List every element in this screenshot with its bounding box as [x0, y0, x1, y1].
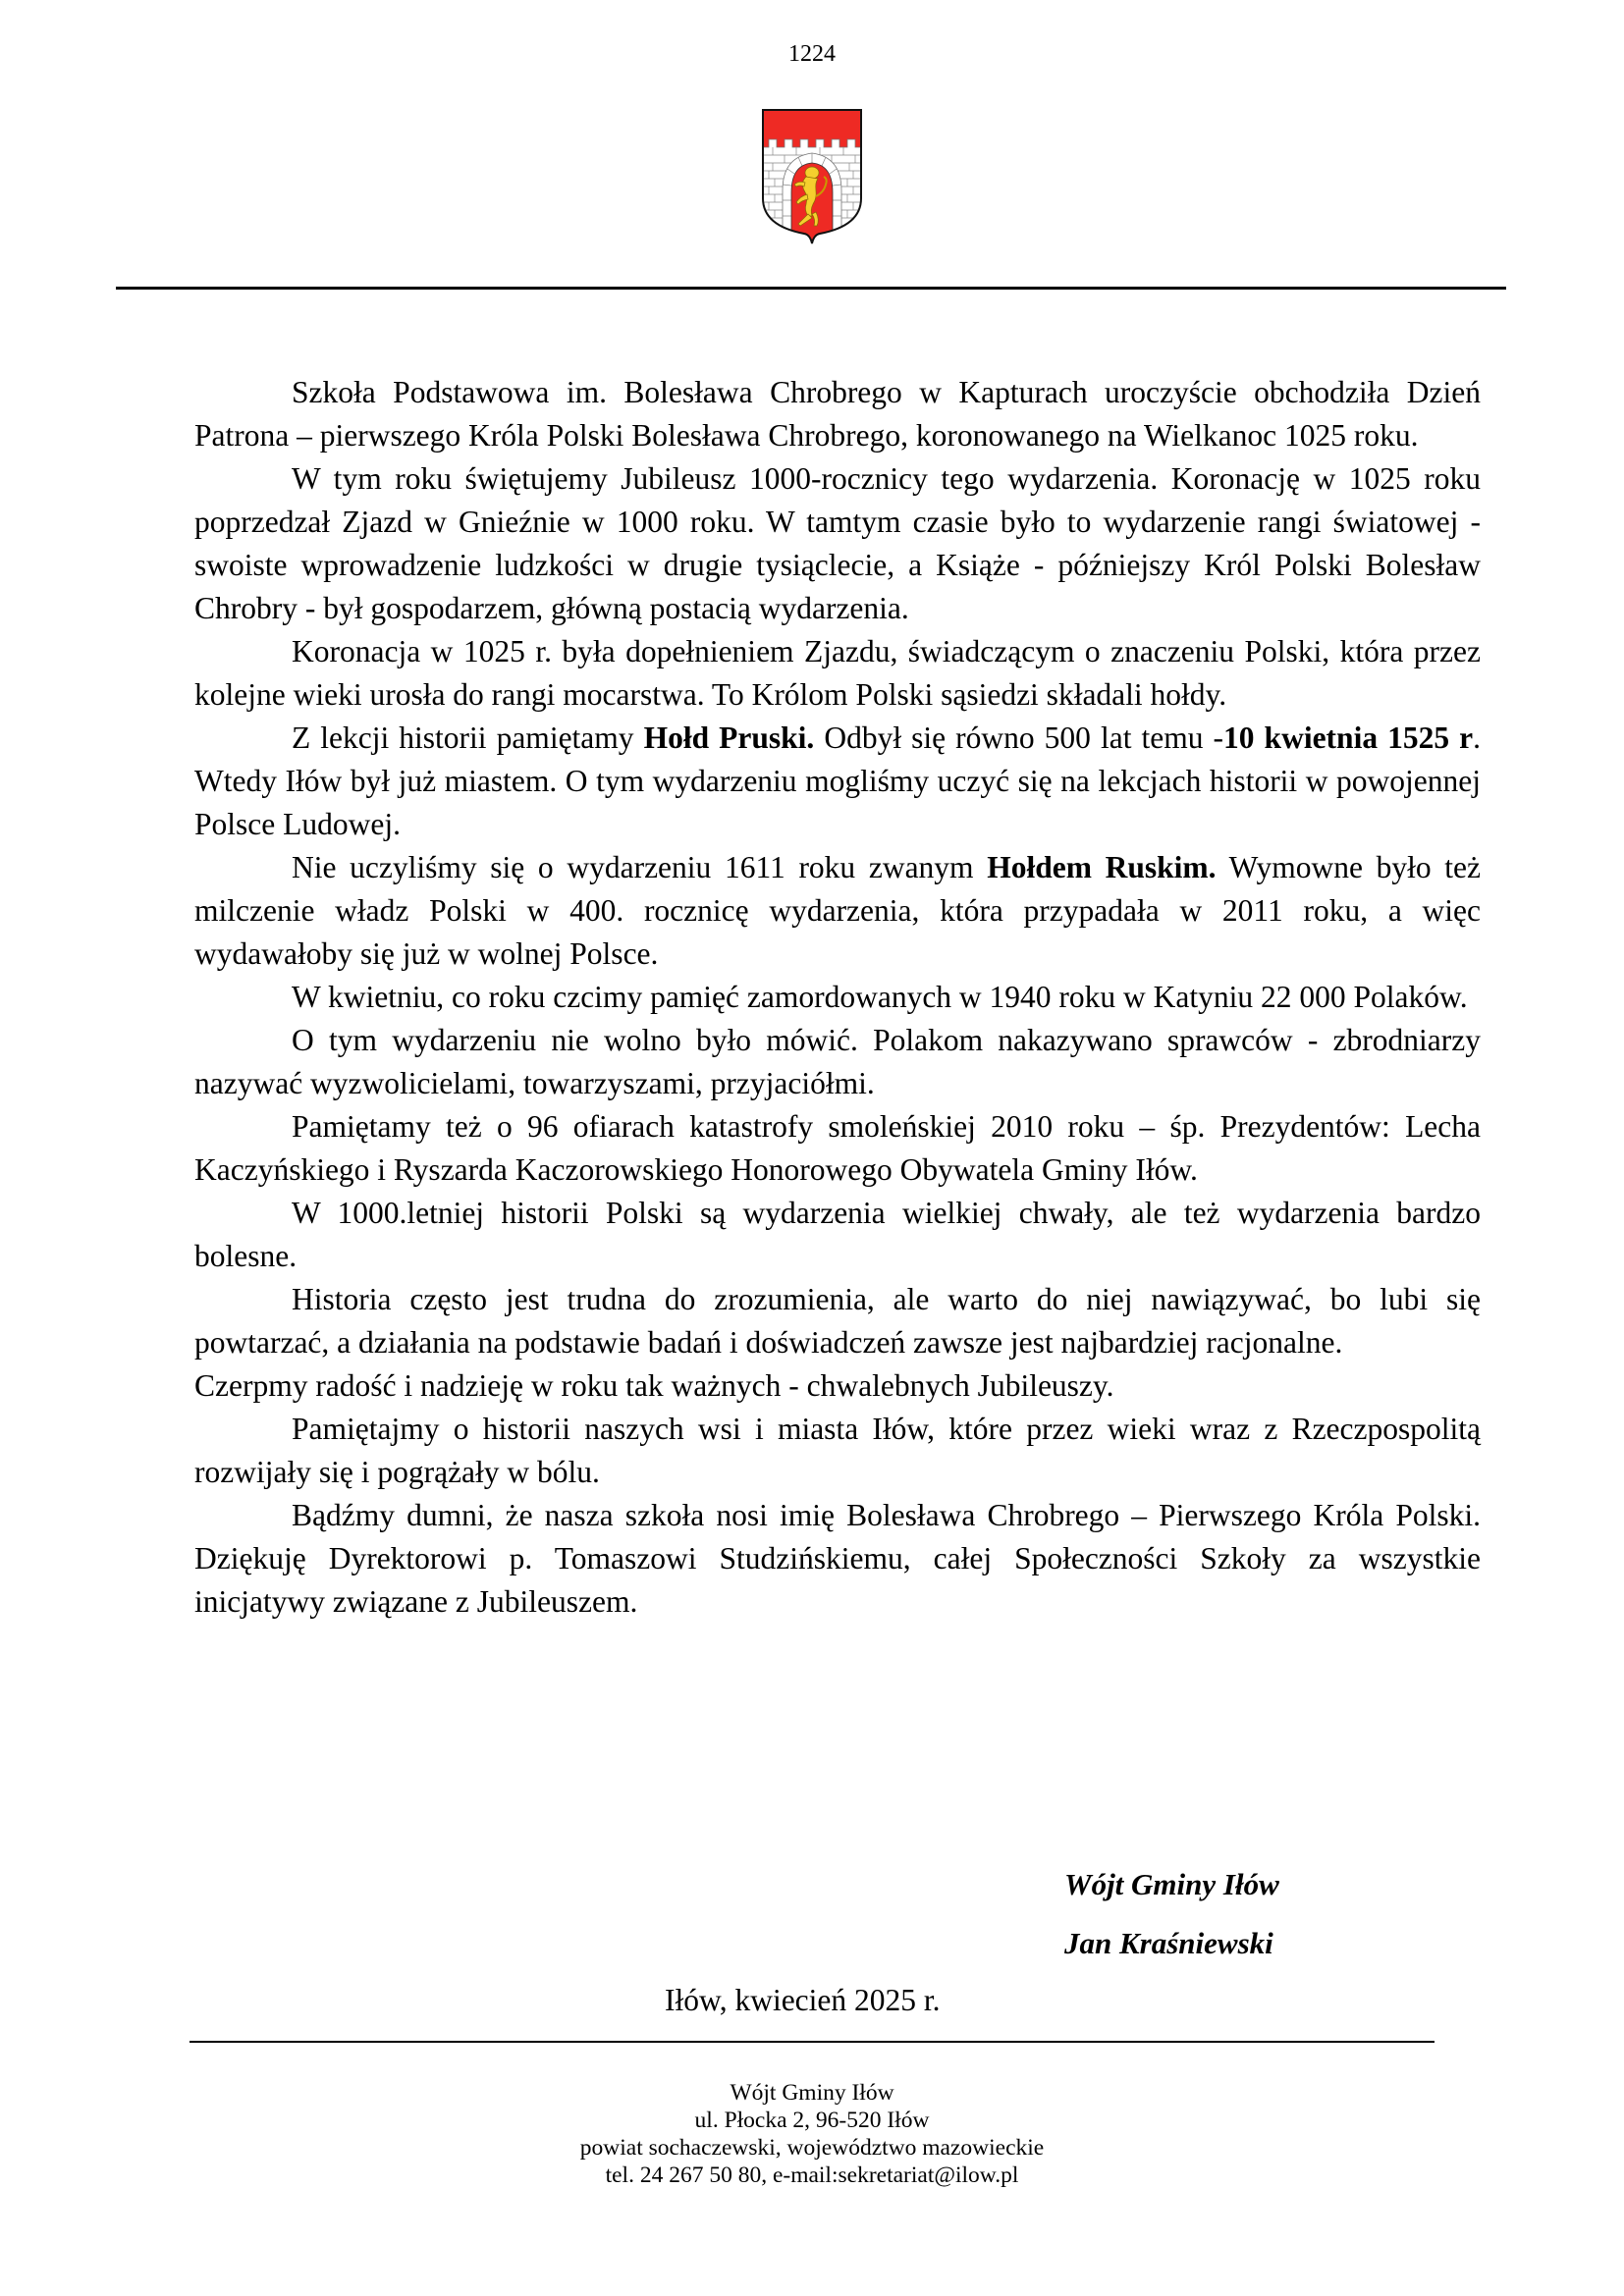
- footer-address: [0, 2079, 1624, 2189]
- footer-office: Wójt Gminy Iłów: [730, 2080, 894, 2106]
- place-and-date: Iłów, kwiecień 2025 r.: [665, 1983, 941, 2017]
- text-segment: Z lekcji historii pamiętamy: [292, 721, 644, 755]
- header-divider: [116, 287, 1506, 290]
- bold-segment: Hołd Pruski.: [643, 721, 815, 755]
- text-segment: Odbył się równo 500 lat temu -: [814, 721, 1224, 755]
- paragraph-silence: O tym wydarzeniu nie wolno było mówić. Polakom nakazywano sprawców - zbrodniarzy nazywać wyzwolicielami, towarzyszami, przyjaciółmi.: [194, 1023, 1481, 1100]
- footer-divider: [189, 2041, 1435, 2043]
- paragraph-remember-villages: Pamiętajmy o historii naszych wsi i miasta Iłów, które przez wieki wraz z Rzeczpospolitą rozwijały się i pogrążały w bólu.: [194, 1412, 1481, 1489]
- footer-street: ul. Płocka 2, 96-520 Iłów: [694, 2108, 930, 2133]
- paragraph-history-lessons: [194, 1278, 1481, 1408]
- paragraph-coronation: Koronacja w 1025 r. była dopełnieniem Zjazdu, świadczącym o znaczeniu Polski, która przez kolejne wieki urosła do rangi mocarstwa. To Królom Polski sąsiedzi składali hołdy.: [194, 634, 1481, 712]
- paragraph-patron-day: Szkoła Podstawowa im. Bolesława Chrobrego w Kapturach uroczyście obchodziła Dzień Patrona – pierwszego Króla Polski Bolesława Chrobrego, koronowanego na Wielkanoc 1025 roku.: [194, 375, 1481, 453]
- text-segment: . Wtedy Iłów był już miastem. O tym wydarzeniu mogliśmy uczyć się na lekcjach historii w powojennej Polsce Ludowej.: [194, 721, 1481, 841]
- page-number: 1224: [788, 41, 836, 67]
- signature-title: Wójt Gminy Iłów: [1064, 1867, 1279, 1901]
- text-segment: Historia często jest trudna do zrozumienia, ale warto do niej nawiązywać, bo lubi się powtarzać, a działania na podstawie badań i doświadczeń zawsze jest najbardziej racjonalne.: [194, 1282, 1481, 1360]
- paragraph-history-events: W 1000.letniej historii Polski są wydarzenia wielkiej chwały, ale też wydarzenia bardzo bolesne.: [194, 1196, 1481, 1273]
- bold-segment: 10 kwietnia 1525 r: [1223, 721, 1474, 755]
- footer-contact: tel. 24 267 50 80, e-mail:sekretariat@ilow.pl: [605, 2163, 1019, 2188]
- paragraph-thanks: Bądźmy dumni, że nasza szkoła nosi imię Bolesława Chrobrego – Pierwszego Króla Polski. Dziękuję Dyrektorowi p. Tomaszowi Studzińskiemu, całej Społeczności Szkoły za wszystkie inicjatywy związane z Jubileuszem.: [194, 1498, 1481, 1619]
- paragraph-russian-homage: [194, 846, 1481, 976]
- letter-body: [194, 371, 1481, 1624]
- text-segment: Nie uczyliśmy się o wydarzeniu 1611 roku zwanym: [292, 850, 988, 884]
- paragraph-jubilee: W tym roku świętujemy Jubileusz 1000-rocznicy tego wydarzenia. Koronację w 1025 roku poprzedzał Zjazd w Gnieźnie w 1000 roku. W tamtym czasie było to wydarzenie rangi światowej - swoiste wprowadzenie ludzkości w drugie tysiąclecie, a Książe - późniejszy Król Polski Bolesław Chrobry - był gospodarzem, główną postacią wydarzenia.: [194, 461, 1481, 625]
- text-continuation: Czerpmy radość i nadzieję w roku tak ważnych - chwalebnych Jubileuszy.: [194, 1368, 1114, 1403]
- bold-segment: Hołdem Ruskim.: [987, 850, 1217, 884]
- paragraph-prussian-homage: [194, 717, 1481, 846]
- paragraph-smolensk: Pamiętamy też o 96 ofiarach katastrofy smoleńskiej 2010 roku – śp. Prezydentów: Lecha Kaczyńskiego i Ryszarda Kaczorowskiego Honorowego Obywatela Gminy Iłów.: [194, 1109, 1481, 1187]
- coat-of-arms-icon: [761, 108, 863, 245]
- footer-region: powiat sochaczewski, województwo mazowieckie: [579, 2135, 1045, 2161]
- paragraph-katyn: W kwietniu, co roku czcimy pamięć zamordowanych w 1940 roku w Katyniu 22 000 Polaków.: [292, 980, 1468, 1014]
- text-segment: Wymowne było też milczenie władz Polski w 400. rocznicę wydarzenia, która przypadała w 2011 roku, a więc wydawałoby się już w wolnej Polsce.: [194, 850, 1482, 971]
- signature-name: Jan Kraśniewski: [1064, 1926, 1273, 1960]
